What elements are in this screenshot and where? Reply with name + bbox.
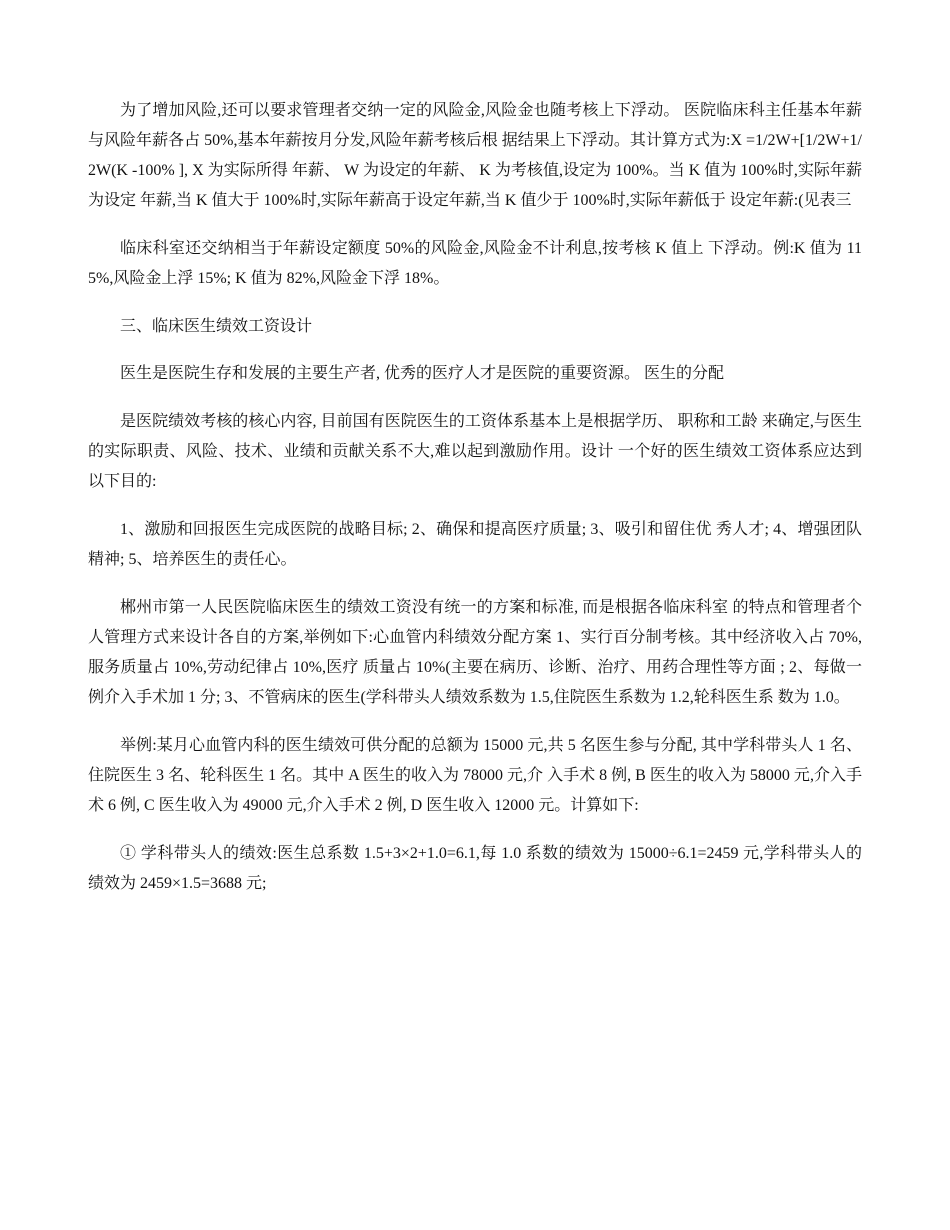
paragraph-goals-list: 1、激励和回报医生完成医院的战略目标; 2、确保和提高医疗质量; 3、吸引和留住优 秀人才; 4、增强团队精神; 5、培养医生的责任心。 <box>88 521 862 568</box>
paragraph-risk-deposit-example: 临床科室还交纳相当于年薪设定额度 50%的风险金,风险金不计利息,按考核 K 值上 下浮动。例:K 值为 115%,风险金上浮 15%; K 值为 82%,风险金下浮 18%。 <box>88 240 862 287</box>
paragraph-pay-system-goals: 是医院绩效考核的核心内容, 目前国有医院医生的工资体系基本上是根据学历、 职称和工龄 来确定,与医生的实际职责、风险、技术、业绩和贡献关系不大,难以起到激励作用。设计 一个好的医生绩效工资体系应达到以下目的: <box>88 413 862 490</box>
paragraph-cardiology-plan: 郴州市第一人民医院临床医生的绩效工资没有统一的方案和标准, 而是根据各临床科室 的特点和管理者个人管理方式来设计各自的方案,举例如下:心血管内科绩效分配方案 1、实行百分制考核。其中经济收入占 70%,服务质量占 10%,劳动纪律占 10%,医疗 质量占 10%(主要在病历、诊断、治疗、用药合理性等方面 ; 2、每做一例介入手术加 1 分; 3、不管病床的医生(学科带头人绩效系数为 1.5,住院医生系数为 1.2,轮科医生系 数为 1.0。 <box>88 599 862 706</box>
paragraph-doctor-importance: 医生是医院生存和发展的主要生产者, 优秀的医疗人才是医院的重要资源。 医生的分配 <box>120 365 725 382</box>
document-page <box>88 96 862 917</box>
paragraph-calculation-step-1: ① 学科带头人的绩效:医生总系数 1.5+3×2+1.0=6.1,每 1.0 系数的绩效为 15000÷6.1=2459 元,学科带头人的绩效为 2459×1.5=3688 元; <box>88 845 862 892</box>
paragraph-calculation-example: 举例:某月心血管内科的医生绩效可供分配的总额为 15000 元,共 5 名医生参与分配, 其中学科带头人 1 名、住院医生 3 名、轮科医生 1 名。其中 A 医生的收入为 78000 元,介 入手术 8 例, B 医生的收入为 58000 元,介入手术 6 例, C 医生收入为 49000 元,介入手术 2 例, D 医生收入 12000 元。计算如下: <box>88 737 862 814</box>
section-heading-doctor-performance-pay: 三、临床医生绩效工资设计 <box>120 318 313 335</box>
paragraph-risk-deposit-salary: 为了增加风险,还可以要求管理者交纳一定的风险金,风险金也随考核上下浮动。 医院临床科主任基本年薪与风险年薪各占 50%,基本年薪按月分发,风险年薪考核后根 据结果上下浮动。其计算方式为:X =1/2W+[1/2W+1/2W(K -100% ], X 为实际所得 年薪、 W 为设定的年薪、 K 为考核值,设定为 100%。当 K 值为 100%时,实际年薪为设定 年薪,当 K 值大于 100%时,实际年薪高于设定年薪,当 K 值少于 100%时,实际年薪低于 设定年薪:(见表三 <box>88 102 862 209</box>
